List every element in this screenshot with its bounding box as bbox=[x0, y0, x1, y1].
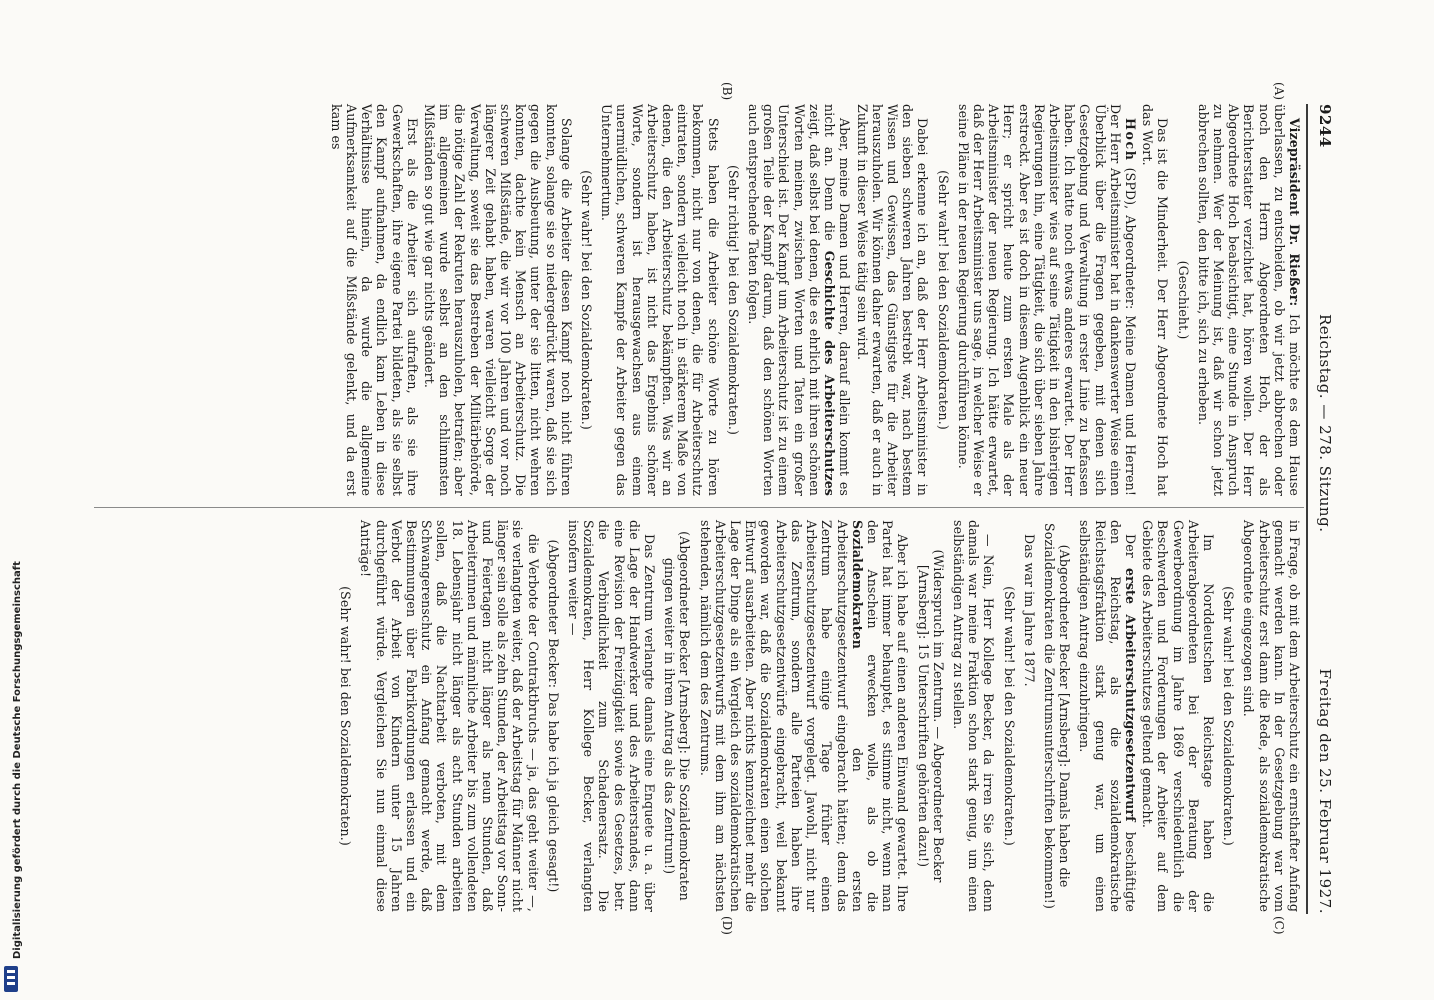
paragraph-text: (SPD), Abgeordneter: Meine Damen und Herren! Der Herr Arbeitsminister hat in dankenswerter Weise einen Überblick über die Fragen gegeben, mit denen sich Gesetzgebung und Verwaltung in erster Linie zu befassen haben. Ich hatte noch etwas anderes erwartet. Der Herr Arbeitsminister wies auf seine Tätigkeit in den bisherigen Regierungen hin, eine Tätigkeit, die sich über sieben Jahre erstreckt. Aber es ist doch in diesem Augenblick ein neuer Herr; er spricht heute zum ersten Male als der Arbeitsminister der neuen Regierung. Ich hätte erwartet, daß der Herr Arbeitsminister uns sage, in welcher Weise er seine Pläne in der neuen Regierung durchführen könne. bbox=[955, 104, 1138, 496]
paragraph: Stets haben die Arbeiter schöne Worte zu hören bekommen, nicht nur von denen, die für Arbeiterschutz eintraten, sondern vielleicht noch in stärkerem Maße von denen, die den Arbeiterschutz bekämpften. Was wir an Arbeiterschutz haben, ist nicht das Ergebnis schöner Worte, sondern ist herausgewachsen aus einem unermüdlichen, schweren Kampfe der Arbeiter gegen das Unternehmertum. bbox=[599, 104, 721, 496]
paragraph: — Nein, Herr Kollege Becker, da irren Sie sich, denn damals war meine Fraktion schon stark genug, um einen selbständigen Antrag zu stellen. bbox=[950, 520, 997, 912]
margin-mark-d: (D) bbox=[720, 916, 734, 935]
paragraph-text: zeigt, daß selbst bei denen, die es ehrlich mit ihren schönen Worten meinen, zwischen Worten und Taten ein großer Unterschied ist. Der Kampf um Arbeiterschutz ist zu einem großen Teile der Kampf darum, daß den schönen Worten auch entsprechende Taten folgen. bbox=[746, 104, 822, 496]
emphasis: Sozialdemokraten bbox=[849, 520, 865, 650]
margin-mark-b: (B) bbox=[720, 82, 734, 101]
paragraph bbox=[1196, 104, 1302, 496]
header-rule bbox=[1307, 104, 1309, 914]
digitization-note-text: Digitalisierung gefördert durch die Deutsche Forschungsgemeinschaft bbox=[12, 561, 23, 959]
paragraph-text: Aber, meine Damen und Herren, darauf allein kommt es nicht an. Denn die bbox=[822, 104, 853, 496]
page-header bbox=[1308, 104, 1334, 914]
margin-mark-c: (C) bbox=[1272, 916, 1286, 935]
paragraph-text: beschäftigte den Reichstag, als die sozialdemokratische Reichstagsfraktion stark genug war, um einen selbständigen Antrag einzubringen. bbox=[1077, 520, 1138, 912]
paragraph: Dabei erkenne ich an, daß der Herr Arbeitsminister in den sieben schweren Jahren bestrebt war, nach bestem Wissen und Gewissen, das Günstigste für die Arbeiter herauszuholen. Wir können daher erwarten, daß er auch in Zukunft in dieser Weise tätig sein wird. bbox=[854, 104, 931, 496]
header-session: Reichstag. — 278. Sitzung. bbox=[1316, 314, 1334, 533]
interjection: (Abgeordneter Becker [Arnsberg]: Damals haben die Sozialdemokraten die Zentrumsunterschriften bekommen!) bbox=[1041, 523, 1073, 909]
speaker-name: Hoch bbox=[1122, 118, 1138, 162]
interjection: (Widerspruch im Zentrum. — Abgeordneter Becker [Arnsberg]: 15 Unterschriften gehörten dazu!) bbox=[915, 549, 946, 883]
interjection: (Sehr wahr! bei den Sozialdemokraten.) bbox=[1001, 586, 1017, 846]
paragraph-text: den ersten Arbeiterschutzgesetzentwurf eingebracht hätten; denn das Zentrum habe einige Tage früher einen Arbeiterschutzgesetzentwurf vorgelegt. Jawohl, nicht nur das Zentrum, sondern alle Parteien haben ihre Arbeiterschutzgesetzentwürfe eingebracht, weil bekannt geworden war, daß die Sozialdemokraten einen solchen Entwurf ausarbeiteten. Aber nichts kennzeichnet mehr die Lage der Dinge als ein Vergleich des sozialdemokratischen Arbeiterschutzgesetzentwurfs mit dem ihm am nächsten stehenden, nämlich dem des Zentrums. bbox=[697, 520, 865, 912]
interjection: (Abgeordneter Becker [Arnsberg]: Die Sozialdemokraten gingen weiter in ihrem Antrag als das Zentrum!) bbox=[662, 531, 693, 901]
dfg-logo-icon bbox=[4, 966, 18, 992]
interjection: (Sehr richtig! bei den Sozialdemokraten.) bbox=[725, 165, 741, 435]
paragraph bbox=[956, 104, 1138, 496]
interjection: (Sehr wahr! bei den Sozialdemokraten.) bbox=[579, 170, 595, 430]
paragraph: Im Norddeutschen Reichstage haben die Arbeiterabgeordneten bei der Beratung der Gewerbeordnung im Jahre 1869 verschiedentlich die Beschwerden und Forderungen der Arbeiter auf dem Gebiete des Arbeiterschutzes geltend gemacht. bbox=[1140, 520, 1216, 912]
paragraph bbox=[746, 104, 852, 496]
paragraph-text: Ich möchte es dem Hause überlassen, zu entscheiden, ob wir jetzt abbrechen oder noch den Herrn Abgeordneten Hoch, der als Berichterstatter verzichtet hat, hören wollen. Der Herr Abgeordnete Hoch beabsichtigt, eine Stunde in Anspruch zu nehmen. Wer der Meinung ist, daß wir schon jetzt abbrechen sollten, den bitte ich, sich zu erheben. bbox=[1195, 104, 1302, 496]
margin-mark-a: (A) bbox=[1272, 82, 1286, 101]
page-number: 9244 bbox=[1316, 104, 1334, 148]
paragraph: in Frage, ob mit dem Arbeiterschutz ein ernsthafter Anfang gemacht werden kann. In der Gesetzgebung war vom Arbeiterschutz erst dann die Rede, als sozialdemokratische Abgeordnete eingezogen sind. bbox=[1241, 520, 1302, 912]
interjection: (Sehr wahr! bei den Sozialdemokraten.) bbox=[1221, 586, 1237, 846]
emphasis: erste Arbeiterschutzgesetzentwurf bbox=[1122, 567, 1138, 822]
right-column bbox=[333, 520, 1302, 912]
digitization-note bbox=[8, 0, 30, 1000]
paragraph: Erst als die Arbeiter sich aufraften, als sie ihre Gewerkschaften, ihre eigene Partei bildeten, als sie selbst den Kampf aufnahmen, da endlich kam Leben in diese Verhältnisse hinein, da wurde die allgemeine Aufmerksamkeit auf die Mißstände gelenkt, und da erst kam es bbox=[328, 104, 420, 496]
interjection: (Geschieht.) bbox=[1175, 260, 1191, 340]
paragraph bbox=[697, 520, 910, 912]
left-column bbox=[327, 104, 1302, 496]
interjection: (Sehr wahr! bei den Sozialdemokraten.) bbox=[338, 586, 354, 846]
paragraph: Das Zentrum verlangte damals eine Enquete u. a. über die Lage der Handwerker und des Arbeiterstandes, dann eine Revision der Freizügigkeit sowie des Gesetzes, betr. die Verbindlichkeit zum Schadenersatz. Die Sozialdemokraten, Herr Kollege Becker, verlangten insofern weiter — bbox=[566, 520, 658, 912]
paragraph-text: Aber ich habe auf einen anderen Einwand gewartet. Ihre Partei hat immer behauptet, es stimme nicht, wenn man den Anschein erwecken wolle, als ob die bbox=[864, 520, 911, 912]
emphasis: Geschichte des Arbeiterschutzes bbox=[822, 250, 838, 496]
paragraph-text: Der bbox=[1122, 534, 1138, 558]
paragraph: Das ist die Minderheit. Der Herr Abgeordnete Hoch hat das Wort. bbox=[1140, 104, 1171, 496]
paragraph: Solange die Arbeiter diesen Kampf noch nicht führen konnten, solange sie so niedergedrückt waren, daß sie sich gegen die Ausbeutung, unter der sie litten, nicht wehren konnten, dachte kein Mensch an Arbeiterschutz. Die schweren Mißstände, die wir vor 100 Jahren und vor noch längerer Zeit gehabt haben, waren vielleicht Sorge der Verwaltung, soweit sie das Bestreben der Militärbehörde, die nötige Zahl der Rekruten herauszuholen, betrafen; aber im allgemeinen wurde selbst an den schlimmsten Mißständen so gut wie gar nichts geändert. bbox=[422, 104, 574, 496]
header-date: Freitag den 25. Februar 1927. bbox=[1316, 668, 1334, 914]
paragraph: die Verbote der Contraktbruchs — ja, das geht weiter —, sie verlangten weiter, daß der Arbeitstag für Männer nicht länger sein solle als zehn Stunden, der Arbeitstag vor Sonn- und Feiertagen nicht länger als neun Stunden, daß Arbeiterinnen und männliche Arbeiter bis zum vollendeten 18. Lebensjahr nicht länger als acht Stunden arbeiten sollen, daß die Nachtarbeit verboten, mit dem Schwangerenschutz ein Anfang gemacht werde, daß Bestimmungen über Fabrikordnungen erlassen und ein Verbot der Arbeit von Kindern unter 15 Jahren durchgeführt würde. Vergleichen Sie nun einmal diese Anträge! bbox=[358, 520, 541, 912]
interjection: (Sehr wahr! bei den Sozialdemokraten.) bbox=[935, 170, 951, 430]
interjection: (Abgeordneter Becker: Das habe ich ja gleich gesagt!) bbox=[545, 539, 561, 893]
column-divider bbox=[94, 507, 1304, 508]
speaker-name: Vizepräsident Dr. Rießer: bbox=[1287, 118, 1302, 307]
paragraph: Das war im Jahre 1877. bbox=[1021, 534, 1037, 687]
paragraph bbox=[1077, 520, 1138, 912]
